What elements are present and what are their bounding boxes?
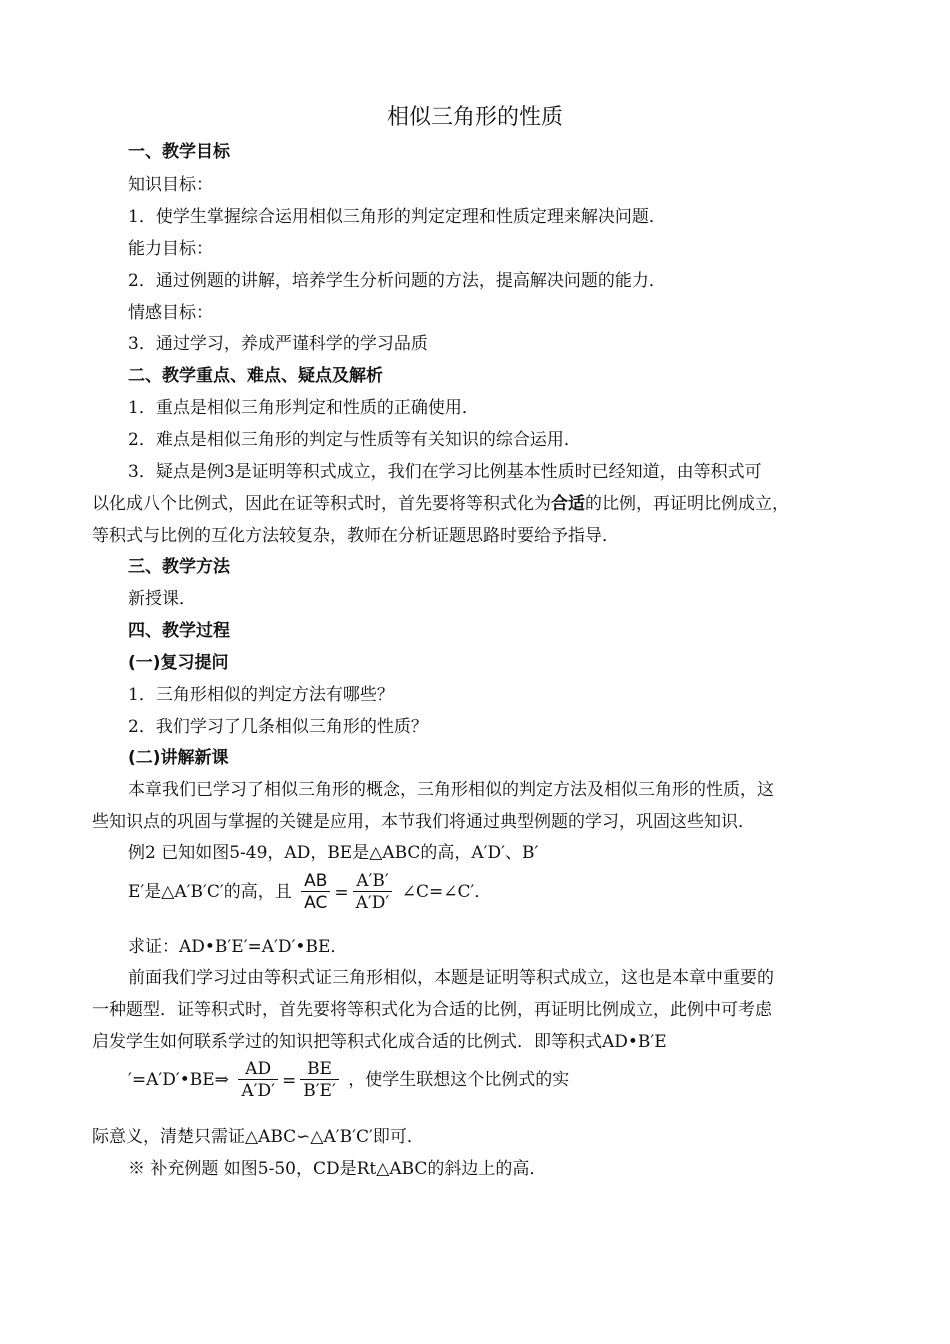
fraction-be-b-e [300,1059,339,1102]
doubt-point-line-2 [92,489,789,514]
fraction-denominator: B′E′ [303,1081,336,1101]
fraction-denominator: A′D′ [355,893,390,913]
fraction-ab-ac [301,871,330,914]
knowledge-goal-label: 知识目标： [128,175,213,195]
method-text: 新授课． [128,589,196,609]
fraction-ad-a-d [238,1059,278,1102]
equals-sign: = [334,882,349,903]
fraction-denominator: A′D′ [241,1081,275,1101]
doubt-point-bold-word: 合适 [551,494,585,514]
review-question-1: 1．三角形相似的判定方法有哪些？ [128,685,394,705]
analysis-line-1: 前面我们学习过由等积式证三角形相似，本题是证明等积式成立，这也是本章中重要的 [128,968,774,988]
subheading-new-lesson: (二)讲解新课 [128,748,229,768]
emotion-goal-label: 情感目标： [128,303,213,323]
ability-goal-text: 2．通过例题的讲解，培养学生分析问题的方法，提高解决问题的能力． [128,271,666,291]
fraction-numerator: A′B′ [353,871,393,892]
analysis-line-3: 启发学生如何联系学过的知识把等积式化成合适的比例式．即等积式AD•B′E [92,1032,667,1052]
subheading-review: (一)复习提问 [128,653,229,673]
doubt-point-text-pre: 以化成八个比例式，因此在证等积式时，首先要将等积式化为 [92,494,551,514]
document-title: 相似三角形的性质 [386,105,563,130]
analysis-text-post: ，使学生联想这个比例式的实 [348,1070,570,1090]
analysis-line-2: 一种题型．证等积式时，首先要将等积式化为合适的比例，再证明比例成立，此例中可考虑 [92,1000,772,1020]
supplementary-example: ※ 补充例题 如图5-50，CD是Rt△ABC的斜边上的高． [128,1159,547,1179]
fraction-numerator: BE [300,1059,339,1080]
analysis-line-5: 际意义，清楚只需证△ABC∽△A′B′C′即可． [92,1127,424,1147]
emotion-goal-text: 3．通过学习，养成严谨科学的学习品质 [128,334,428,354]
ability-goal-label: 能力目标： [128,239,213,259]
difficult-point-text: 2．难点是相似三角形的判定与性质等有关知识的综合运用． [128,430,581,450]
section-heading-method: 三、教学方法 [128,557,230,577]
example-2-line-1: 例2 已知如图5-49，AD，BE是△ABC的高，A′D′、B′ [128,843,539,863]
analysis-line-4 [128,1059,569,1102]
doubt-point-text-post: 的比例，再证明比例成立， [585,494,789,514]
intro-line-1: 本章我们已学习了相似三角形的概念，三角形相似的判定方法及相似三角形的性质，这 [128,780,774,800]
example-2-line-2 [128,871,491,914]
doubt-point-line-3: 等积式与比例的互化方法较复杂，教师在分析证题思路时要给予指导． [92,526,619,546]
review-question-2: 2．我们学习了几条相似三角形的性质？ [128,717,428,737]
prove-statement: 求证：AD•B′E′=A′D′•BE． [128,937,348,957]
section-heading-key-points: 二、教学重点、难点、疑点及解析 [128,366,383,386]
fraction-numerator: AD [238,1059,278,1080]
intro-line-2: 些知识点的巩固与掌握的关键是应用，本节我们将通过典型例题的学习，巩固这些知识． [92,812,755,832]
section-heading-goals: 一、教学目标 [128,142,230,162]
key-point-text: 1．重点是相似三角形判定和性质的正确使用． [128,398,479,418]
analysis-text-pre: ′=A′D′•BE⇒ [128,1070,229,1090]
example-2-text-pre: E′是△A′B′C′的高，且 [128,882,292,902]
knowledge-goal-text: 1．使学生掌握综合运用相似三角形的判定定理和性质定理来解决问题． [128,207,666,227]
fraction-denominator: AC [304,893,328,913]
doubt-point-line-1: 3．疑点是例3是证明等积式成立，我们在学习比例基本性质时已经知道，由等积式可 [128,462,762,482]
example-2-text-post: ∠C=∠C′． [401,882,492,902]
fraction-a-b-a-d [353,871,393,914]
equals-sign: = [281,1070,297,1091]
fraction-numerator: AB [301,871,330,892]
section-heading-process: 四、教学过程 [128,621,230,641]
